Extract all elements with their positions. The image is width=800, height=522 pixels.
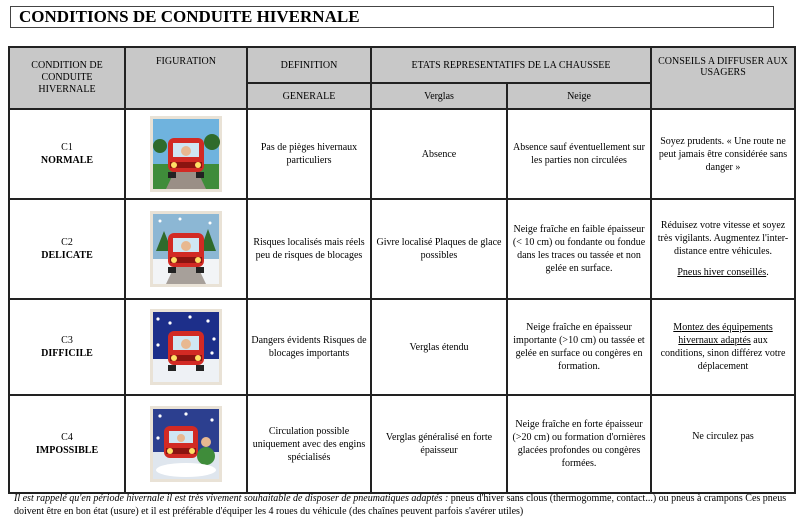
header-condition: CONDITION DE CONDUITE HIVERNALE <box>9 47 125 109</box>
header-etats: ETATS REPRESENTATIFS DE LA CHAUSSEE <box>371 47 651 83</box>
table-row <box>9 395 795 493</box>
figure-cell <box>125 395 247 493</box>
conseil-emphasis: Pneus hiver conseillés <box>677 267 767 278</box>
conseil-cell: Ne circulez pas <box>651 395 795 493</box>
conseil-cell <box>651 299 795 395</box>
footnote-text: pneus d'hiver sans clous (thermogomme, contact...) ou pneus à crampons Ces pneus doivent être en bon état (usure) et il est préférable d'équiper les 4 roues du véhicule (des chaînes peuvent parfois s'avérer utiles) <box>14 493 787 517</box>
header-generale: GENERALE <box>247 83 371 109</box>
neige-cell: Neige fraîche en forte épaisseur (>20 cm) ou formation d'ornières glacées profondes ou congères formées. <box>507 395 651 493</box>
car-illustration-light-snow-icon <box>150 211 222 287</box>
conditions-table <box>8 46 796 494</box>
figure-cell <box>125 299 247 395</box>
condition-name: DIFFICILE <box>41 348 93 359</box>
header-conseils: CONSEILS A DIFFUSER AUX USAGERS <box>651 47 795 109</box>
neige-cell: Neige fraîche en épaisseur importante (>10 cm) ou tassée et gelée en surface ou congères en formation. <box>507 299 651 395</box>
condition-code: C1 <box>61 142 73 153</box>
condition-code: C3 <box>61 335 73 346</box>
conseil-text: Réduisez votre vitesse et soyez très vigilants. Augmentez l'inter-distance entre véhicules. <box>657 220 789 257</box>
neige-cell: Absence sauf éventuellement sur les parties non circulées <box>507 109 651 199</box>
header-verglas: Verglas <box>371 83 507 109</box>
verglas-cell: Absence <box>371 109 507 199</box>
conseil-text: aux conditions, sinon différez votre déplacement <box>660 335 786 372</box>
conseil-cell: Réduisez votre vitesse et soyez très vigilants. Augmentez l'inter-distance entre véhicules. Pneus hiver conseillés. <box>651 199 795 299</box>
verglas-cell: Verglas généralisé en forte épaisseur <box>371 395 507 493</box>
footnote <box>14 492 800 518</box>
condition-cell <box>9 199 125 299</box>
header-figuration: FIGURATION <box>125 47 247 109</box>
car-illustration-blocked-snow-icon <box>150 406 222 482</box>
conseil-cell: Soyez prudents. « Une route ne peut jamais être considérée sans danger » <box>651 109 795 199</box>
page-title: CONDITIONS DE CONDUITE HIVERNALE <box>10 6 774 28</box>
car-illustration-clear-road-icon <box>150 116 222 192</box>
verglas-cell: Givre localisé Plaques de glace possibles <box>371 199 507 299</box>
condition-name: NORMALE <box>40 155 94 166</box>
definition-cell: Dangers évidents Risques de blocages importants <box>247 299 371 395</box>
neige-cell: Neige fraîche en faible épaisseur (< 10 cm) ou fondante ou fondue dans les traces ou tassée et non gelée en surface. <box>507 199 651 299</box>
header-neige: Neige <box>507 83 651 109</box>
condition-name: IMPOSSIBLE <box>35 445 99 456</box>
definition-cell: Pas de pièges hivernaux particuliers <box>247 109 371 199</box>
car-illustration-night-snow-icon <box>150 309 222 385</box>
table-row <box>9 299 795 395</box>
figure-cell <box>125 199 247 299</box>
condition-code: C4 <box>61 432 73 443</box>
header-definition: DEFINITION <box>247 47 371 83</box>
definition-cell: Circulation possible uniquement avec des engins spécialisés <box>247 395 371 493</box>
condition-cell <box>9 109 125 199</box>
condition-cell <box>9 395 125 493</box>
verglas-cell: Verglas étendu <box>371 299 507 395</box>
condition-name: DELICATE <box>41 250 93 261</box>
conseil-emphasis: Montez des équipements hivernaux adaptés <box>673 322 773 346</box>
table-row <box>9 199 795 299</box>
condition-code: C2 <box>61 237 73 248</box>
table-row <box>9 109 795 199</box>
condition-cell <box>9 299 125 395</box>
figure-cell <box>125 109 247 199</box>
footnote-italic: Il est rappelé qu'en période hivernale il est très vivement souhaitable de disposer de pneumatiques adaptés : <box>14 493 449 504</box>
definition-cell: Risques localisés mais réels peu de risques de blocages <box>247 199 371 299</box>
